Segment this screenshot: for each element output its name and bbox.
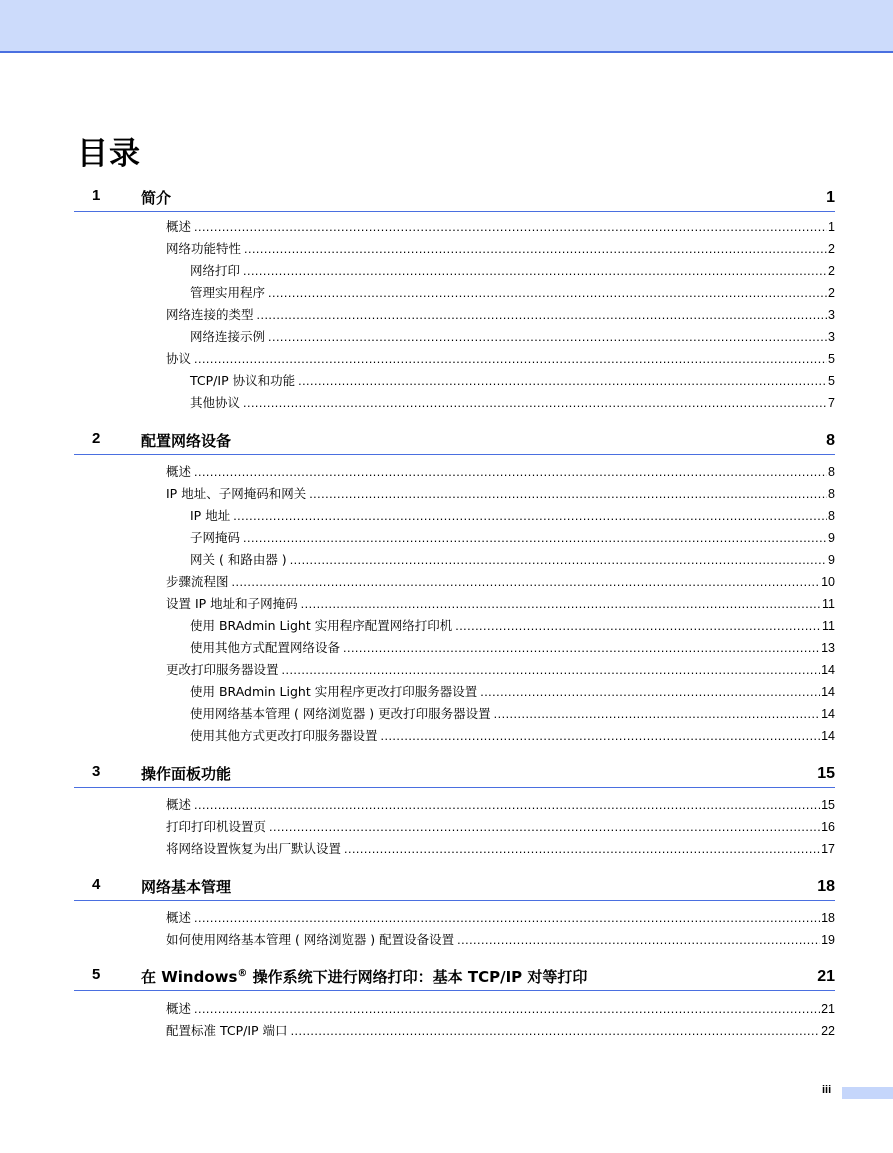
toc-entry-page: 19 [821, 933, 835, 947]
toc-entry-page: 21 [821, 1002, 835, 1016]
footer-page-number: iii [822, 1084, 832, 1096]
chapter-number: 1 [92, 187, 101, 204]
toc-entry-page: 3 [828, 308, 835, 322]
toc-subentry[interactable] [190, 682, 835, 700]
toc-entry[interactable] [166, 239, 835, 257]
toc-entry[interactable] [166, 305, 835, 323]
dot-leader [480, 685, 820, 699]
toc-entry-label: 网络打印 [190, 263, 241, 278]
chapter-number: 4 [92, 876, 101, 893]
dot-leader [282, 663, 821, 677]
toc-entry-label: TCP/IP 协议和功能 [190, 373, 296, 388]
dot-leader [290, 553, 827, 567]
header-band [0, 0, 893, 53]
toc-entry-label: IP 地址、子网掩码和网关 [166, 486, 307, 501]
toc-subentry[interactable] [190, 704, 835, 722]
toc-entry-label: 使用其他方式更改打印服务器设置 [190, 728, 378, 743]
toc-entry[interactable] [166, 908, 835, 926]
toc-entry[interactable] [166, 462, 835, 480]
dot-leader [494, 707, 820, 721]
toc-entry[interactable] [166, 839, 835, 857]
toc-entry[interactable] [166, 660, 835, 678]
toc-entry-page: 9 [828, 531, 835, 545]
toc-entry-label: 协议 [166, 351, 192, 366]
chapter-page-number: 18 [817, 878, 835, 895]
dot-leader [269, 820, 820, 834]
dot-leader [244, 242, 827, 256]
chapter-title: 配置网络设备 [141, 432, 232, 450]
toc-entry-label: 概述 [166, 1001, 192, 1016]
toc-entry-label: 概述 [166, 797, 192, 812]
toc-subentry[interactable] [190, 393, 835, 411]
toc-entry-page: 11 [822, 619, 835, 633]
toc-entry-label: 打印打印机设置页 [166, 819, 267, 834]
toc-entry-page: 2 [828, 242, 835, 256]
dot-leader [268, 286, 827, 300]
dot-leader [343, 641, 820, 655]
toc-subentry[interactable] [190, 528, 835, 546]
toc-subentry[interactable] [190, 371, 835, 389]
chapter-number: 2 [92, 430, 101, 447]
toc-entry-label: 使用 BRAdmin Light 实用程序配置网络打印机 [190, 618, 453, 633]
dot-leader [243, 531, 827, 545]
toc-entry-page: 9 [828, 553, 835, 567]
toc-entry[interactable] [166, 572, 835, 590]
toc-subentry[interactable] [190, 327, 835, 345]
toc-entry-page: 14 [821, 729, 835, 743]
toc-entry-page: 22 [821, 1024, 835, 1038]
chapter-page-number: 21 [817, 968, 835, 985]
page-title: 目录 [77, 136, 141, 172]
toc-entry-label: 如何使用网络基本管理 ( 网络浏览器 ) 配置设备设置 [166, 932, 455, 947]
toc-entry-label: 使用网络基本管理 ( 网络浏览器 ) 更改打印服务器设置 [190, 706, 491, 721]
chapter-title: 网络基本管理 [141, 878, 232, 896]
toc-entry-page: 14 [821, 707, 835, 721]
toc-entry-page: 14 [821, 685, 835, 699]
chapter-number: 3 [92, 763, 101, 780]
toc-entry-page: 5 [828, 374, 835, 388]
dot-leader [194, 798, 820, 812]
toc-entry-page: 13 [821, 641, 835, 655]
toc-entry-page: 2 [828, 286, 835, 300]
toc-entry-label: 子网掩码 [190, 530, 241, 545]
toc-entry[interactable] [166, 795, 835, 813]
toc-subentry[interactable] [190, 550, 835, 568]
toc-entry-label: 网络连接的类型 [166, 307, 254, 322]
chapter-page-number: 15 [817, 765, 835, 782]
toc-entry-page: 5 [828, 352, 835, 366]
dot-leader [257, 308, 828, 322]
toc-entry-page: 1 [828, 220, 835, 234]
dot-leader [455, 619, 821, 633]
chapter-heading-3[interactable] [74, 763, 835, 788]
dot-leader [194, 1002, 820, 1016]
toc-entry-page: 2 [828, 264, 835, 278]
toc-entry-label: 更改打印服务器设置 [166, 662, 279, 677]
registered-mark: ® [237, 968, 248, 979]
toc-entry-page: 7 [828, 396, 835, 410]
chapter-heading-4[interactable] [74, 876, 835, 901]
toc-entry-label: 网络功能特性 [166, 241, 242, 256]
toc-entry-label: 概述 [166, 219, 192, 234]
toc-entry-label: 管理实用程序 [190, 285, 266, 300]
toc-entry-label: IP 地址 [190, 508, 231, 523]
chapter-title: 简介 [141, 189, 172, 207]
dot-leader [194, 465, 827, 479]
dot-leader [309, 487, 827, 501]
toc-entry-page: 15 [821, 798, 835, 812]
toc-entry-label: 使用 BRAdmin Light 实用程序更改打印服务器设置 [190, 684, 478, 699]
dot-leader [291, 1024, 821, 1038]
toc-entry-page: 18 [821, 911, 835, 925]
toc-entry-page: 8 [828, 465, 835, 479]
toc-subentry[interactable] [190, 616, 835, 634]
toc-subentry[interactable] [190, 261, 835, 279]
toc-entry[interactable] [166, 930, 835, 948]
dot-leader [457, 933, 820, 947]
toc-entry-page: 8 [828, 509, 835, 523]
chapter-heading-5[interactable] [74, 966, 835, 991]
toc-entry-label: 网关 ( 和路由器 ) [190, 552, 287, 567]
toc-subentry[interactable] [190, 283, 835, 301]
toc-entry-label: 设置 IP 地址和子网掩码 [166, 596, 298, 611]
chapter-number: 5 [92, 966, 101, 983]
toc-subentry[interactable] [190, 638, 835, 656]
chapter-title-part: 在 Windows [141, 968, 238, 986]
toc-entry[interactable] [166, 1021, 835, 1039]
toc-entry-label: 网络连接示例 [190, 329, 266, 344]
toc-entry-page: 8 [828, 487, 835, 501]
dot-leader [243, 396, 827, 410]
dot-leader [243, 264, 827, 278]
dot-leader [233, 509, 827, 523]
toc-entry-page: 3 [828, 330, 835, 344]
dot-leader [381, 729, 821, 743]
footer-tab [842, 1087, 893, 1099]
toc-entry[interactable] [166, 594, 835, 612]
dot-leader [194, 911, 820, 925]
toc-entry-label: 将网络设置恢复为出厂默认设置 [166, 841, 342, 856]
toc-entry-page: 14 [821, 663, 835, 677]
toc-entry[interactable] [166, 349, 835, 367]
dot-leader [194, 220, 827, 234]
toc-entry-label: 使用其他方式配置网络设备 [190, 640, 341, 655]
dot-leader [268, 330, 827, 344]
chapter-page-number: 1 [826, 189, 835, 206]
dot-leader [194, 352, 827, 366]
toc-entry[interactable] [166, 817, 835, 835]
chapter-title: 操作面板功能 [141, 765, 232, 783]
chapter-title-part: 操作系统下进行网络打印：基本 TCP/IP 对等打印 [247, 968, 588, 986]
dot-leader [232, 575, 821, 589]
toc-entry[interactable] [166, 999, 835, 1017]
dot-leader [301, 597, 821, 611]
toc-entry-label: 概述 [166, 464, 192, 479]
chapter-page-number: 8 [826, 432, 835, 449]
dot-leader [344, 842, 820, 856]
toc-entry-page: 16 [821, 820, 835, 834]
toc-entry-page: 17 [821, 842, 835, 856]
toc-entry-label: 配置标准 TCP/IP 端口 [166, 1023, 288, 1038]
toc-entry-label: 步骤流程图 [166, 574, 229, 589]
toc-subentry[interactable] [190, 726, 835, 744]
toc-entry-label: 概述 [166, 910, 192, 925]
chapter-heading-1[interactable] [74, 187, 835, 212]
toc-entry[interactable] [166, 217, 835, 235]
chapter-title [141, 966, 587, 987]
toc-entry-page: 11 [822, 597, 835, 611]
toc-entry[interactable] [166, 484, 835, 502]
toc-entry-label: 其他协议 [190, 395, 241, 410]
dot-leader [298, 374, 827, 388]
toc-subentry[interactable] [190, 506, 835, 524]
chapter-heading-2[interactable] [74, 430, 835, 455]
toc-entry-page: 10 [821, 575, 835, 589]
